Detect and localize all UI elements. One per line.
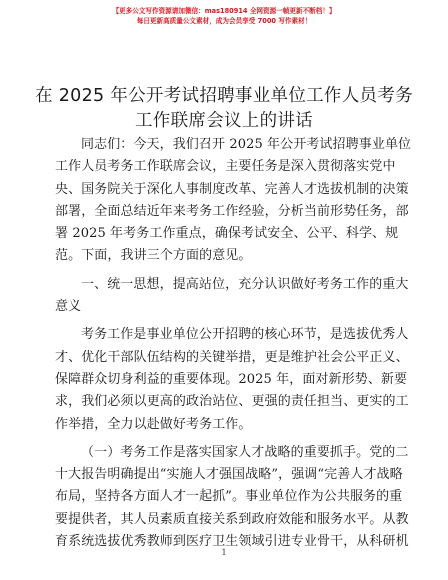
paragraph-line: 部署，全面总结近年来考务工作经验，分析当前形势任务，部 <box>55 203 409 219</box>
paragraph-line: 范。下面，我讲三个方面的意见。 <box>55 248 252 264</box>
promo-banner-line-2: 每日更新高质量公文素材，成为会员享受 7000 写作素材！ <box>136 17 312 25</box>
document-body <box>55 134 412 553</box>
paragraph-line: 同志们：今天，我们召开 2025 年公开考试招聘事业单位 <box>81 137 412 152</box>
paragraph-line: 求，我们必须以更高的政治站位、更强的责任担当、更实的工 <box>55 394 409 410</box>
paragraph-line: 署 2025 年考务工作重点，确保考试安全、公平、科学、规 <box>55 226 399 242</box>
section-heading-line: 一、统一思想，提高站位，充分认识做好考务工作的重大 <box>81 276 409 292</box>
paragraph-line: 十大报告明确提出“实施人才强国战略”，强调“完善人才战略 <box>55 467 403 483</box>
paragraph-line: 保障群众切身利益的重要体现。2025 年，面对新形势、新要 <box>55 371 408 387</box>
paragraph-line: 要提供者，其人员素质直接关系到政府效能和服务水平。从教 <box>55 511 409 527</box>
promo-banner-line-1: 【更多公文写作资源请加微信：mas180914 全网资源一帧更新不断档！】 <box>112 7 336 15</box>
paragraph-line: （一）考务工作是落实国家人才战略的重要抓手。党的二 <box>81 444 409 460</box>
document-title <box>28 84 420 134</box>
paragraph-line: 才、优化干部队伍结构的关键举措，更是维护社会公平正义、 <box>55 349 409 365</box>
section-heading-line: 意义 <box>55 299 82 315</box>
title-line-1: 在 2025 年公开考试招聘事业单位工作人员考务 <box>35 86 413 106</box>
paragraph-line: 作举措，全力以赴做好考务工作。 <box>55 416 252 432</box>
paragraph-line: 工作人员考务工作联席会议，主要任务是深入贯彻落实党中 <box>55 159 396 175</box>
page-number: 1 <box>221 548 227 557</box>
paragraph-line: 央、国务院关于深化人事制度改革、完善人才选拔机制的决策 <box>55 181 409 197</box>
paragraph-line: 育系统选拔优秀教师到医疗卫生领域引进专业骨干，从科研机 <box>55 534 409 550</box>
promo-banner <box>0 6 448 27</box>
paragraph-line: 考务工作是事业单位公开招聘的核心环节，是选拔优秀人 <box>81 327 409 343</box>
title-line-2: 工作联席会议上的讲话 <box>135 111 313 131</box>
paragraph-line: 布局，坚持各方面人才一起抓”。事业单位作为公共服务的重 <box>55 489 403 505</box>
